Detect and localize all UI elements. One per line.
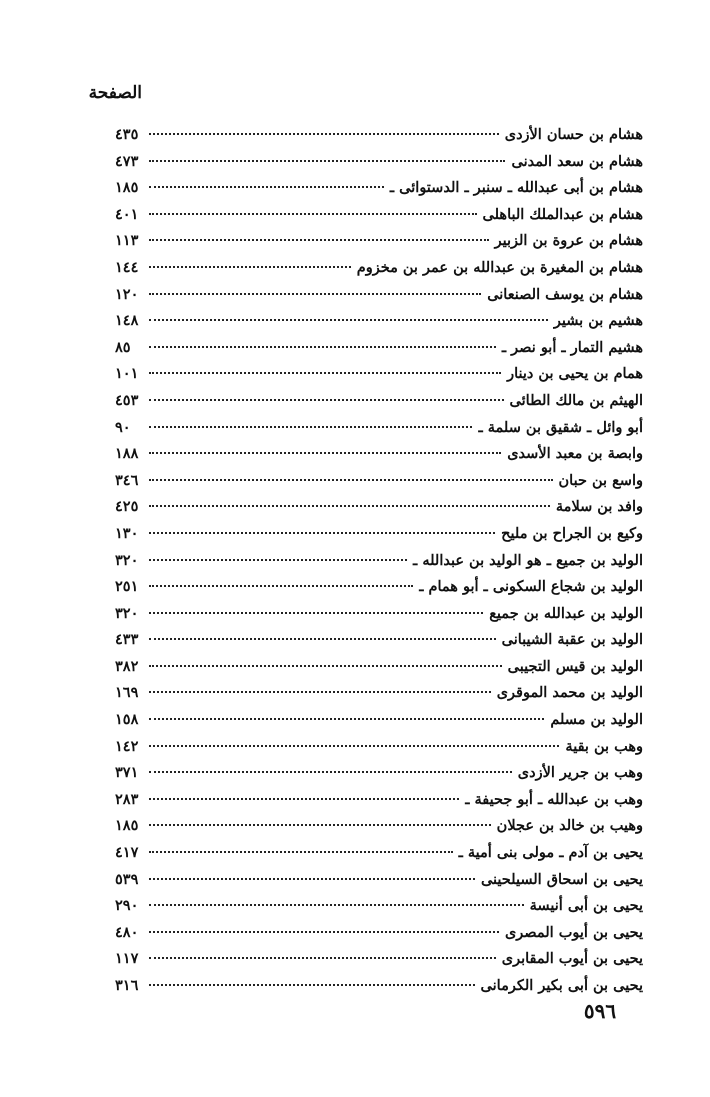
entry-page-number: ١١٧ bbox=[115, 950, 139, 968]
entry-page-number: ٤٥٣ bbox=[115, 391, 139, 409]
entry-page-number: ٤٣٣ bbox=[115, 631, 139, 649]
index-entry bbox=[115, 202, 643, 229]
dot-leader bbox=[149, 426, 472, 428]
index-entry bbox=[115, 415, 643, 442]
dot-leader bbox=[149, 372, 501, 374]
entry-name: هشام بن حسان الأزدى bbox=[504, 126, 643, 143]
entry-name: الوليد بن جميع ـ هو الوليد بن عبدالله ـ bbox=[413, 551, 643, 569]
index-entry bbox=[115, 867, 643, 894]
entry-name: الوليد بن عقبة الشيبانى bbox=[501, 631, 643, 649]
index-entry bbox=[115, 654, 643, 681]
dot-leader bbox=[149, 239, 489, 241]
dot-leader bbox=[149, 160, 505, 162]
dot-leader bbox=[149, 612, 483, 614]
index-entry bbox=[115, 548, 643, 575]
dot-leader bbox=[149, 851, 453, 853]
index-entry bbox=[115, 149, 643, 176]
dot-leader bbox=[149, 718, 544, 720]
index-entry bbox=[115, 787, 643, 814]
entry-name: هشام بن عبدالملك الباهلى bbox=[482, 205, 643, 223]
entry-page-number: ٥٣٩ bbox=[115, 870, 139, 888]
entry-page-number: ٩٠ bbox=[115, 418, 131, 436]
entry-page-number: ٢٥١ bbox=[115, 578, 139, 596]
entry-page-number: ٣١٦ bbox=[115, 977, 139, 994]
entry-page-number: ٣٨٢ bbox=[115, 657, 139, 675]
entry-name: الوليد بن شجاع السكونى ـ أبو همام ـ bbox=[419, 578, 643, 596]
index-entry bbox=[115, 308, 643, 335]
entry-page-number: ١٥٨ bbox=[115, 711, 139, 729]
page-number: ٥٩٦ bbox=[583, 999, 617, 1023]
entry-name: وهب بن بقية bbox=[565, 737, 643, 755]
index-entry bbox=[115, 734, 643, 761]
entry-name: وهب بن جرير الأزدى bbox=[517, 764, 643, 782]
entry-name: الوليد بن محمد الموقرى bbox=[496, 684, 643, 702]
entry-name: يحيى بن أبى أنيسة bbox=[529, 897, 643, 915]
dot-leader bbox=[149, 931, 499, 933]
entry-name: الوليد بن عبدالله بن جميع bbox=[489, 604, 643, 622]
entry-page-number: ١٤٨ bbox=[115, 312, 139, 330]
entry-page-number: ٣٢٠ bbox=[115, 551, 139, 569]
index-entry bbox=[115, 175, 643, 202]
entry-name: يحيى بن أيوب المقابرى bbox=[501, 950, 643, 968]
index-entry bbox=[115, 255, 643, 282]
index-entry bbox=[115, 893, 643, 920]
dot-leader bbox=[149, 904, 524, 906]
entry-name: الهيثم بن مالك الطائى bbox=[509, 391, 643, 409]
dot-leader bbox=[149, 266, 351, 268]
entry-page-number: ١٣٠ bbox=[115, 524, 139, 542]
index-entry bbox=[115, 494, 643, 521]
entry-name: يحيى بن اسحاق السيلحينى bbox=[480, 870, 643, 888]
entry-page-number: ١٠١ bbox=[115, 365, 139, 383]
dot-leader bbox=[149, 505, 550, 507]
entry-page-number: ٣٧١ bbox=[115, 764, 139, 782]
entry-name: الوليد بن قيس التجيبى bbox=[507, 657, 643, 675]
dot-leader bbox=[149, 532, 495, 534]
dot-leader bbox=[149, 452, 501, 454]
entry-page-number: ٤٧٣ bbox=[115, 152, 139, 170]
dot-leader bbox=[149, 559, 407, 561]
index-entry bbox=[115, 228, 643, 255]
entry-page-number: ١٤٢ bbox=[115, 737, 139, 755]
dot-leader bbox=[149, 319, 548, 321]
entry-page-number: ٣٢٠ bbox=[115, 604, 139, 622]
index-entry bbox=[115, 282, 643, 309]
entry-page-number: ٤٣٥ bbox=[115, 126, 139, 143]
entry-page-number: ١٨٥ bbox=[115, 179, 139, 197]
entry-name: هشام بن المغيرة بن عبدالله بن عمر بن مخزوم bbox=[356, 258, 643, 276]
index-entry bbox=[115, 521, 643, 548]
index-entry bbox=[115, 601, 643, 628]
entry-name: هشام بن أبى عبدالله ـ سنبر ـ الدستوائى ـ bbox=[389, 179, 643, 197]
dot-leader bbox=[149, 293, 481, 295]
entry-name: هشام بن سعد المدنى bbox=[511, 152, 643, 170]
dot-leader bbox=[149, 665, 502, 667]
entry-page-number: ٢٩٠ bbox=[115, 897, 139, 915]
entry-page-number: ٤١٧ bbox=[115, 844, 139, 862]
entry-name: وكيع بن الجراح بن مليح bbox=[501, 524, 643, 542]
dot-leader bbox=[149, 771, 512, 773]
index-entry bbox=[115, 627, 643, 654]
entry-page-number: ٤٨٠ bbox=[115, 923, 139, 941]
entry-page-number: ١٤٤ bbox=[115, 258, 139, 276]
dot-leader bbox=[149, 346, 496, 348]
index-entry bbox=[115, 468, 643, 495]
entry-page-number: ٤٠١ bbox=[115, 205, 139, 223]
index-entry bbox=[115, 920, 643, 947]
entry-page-number: ١٦٩ bbox=[115, 684, 139, 702]
index-entries-list bbox=[115, 122, 643, 1000]
entry-name: أبو وائل ـ شقيق بن سلمة ـ bbox=[478, 418, 643, 436]
entry-page-number: ٣٤٦ bbox=[115, 471, 139, 489]
entry-name: هشيم التمار ـ أبو نصر ـ bbox=[501, 338, 643, 356]
dot-leader bbox=[149, 585, 413, 587]
index-entry bbox=[115, 680, 643, 707]
dot-leader bbox=[149, 745, 559, 747]
dot-leader bbox=[149, 399, 504, 401]
entry-page-number: ١١٣ bbox=[115, 232, 139, 250]
index-entry bbox=[115, 946, 643, 973]
index-entry bbox=[115, 441, 643, 468]
index-entry bbox=[115, 388, 643, 415]
dot-leader bbox=[149, 691, 491, 693]
dot-leader bbox=[149, 957, 496, 959]
entry-name: هشيم بن بشير bbox=[553, 312, 643, 330]
entry-name: وابصة بن معبد الأسدى bbox=[507, 445, 643, 463]
index-entry bbox=[115, 122, 643, 149]
entry-page-number: ١٢٠ bbox=[115, 285, 139, 303]
entry-page-number: ٢٨٣ bbox=[115, 790, 139, 808]
page-column-heading: الصفحة bbox=[88, 83, 142, 103]
entry-name: وافد بن سلامة bbox=[555, 498, 643, 516]
dot-leader bbox=[149, 186, 384, 188]
index-entry bbox=[115, 574, 643, 601]
dot-leader bbox=[149, 984, 475, 986]
entry-name: وهيب بن خالد بن عجلان bbox=[496, 817, 643, 835]
entry-page-number: ٨٥ bbox=[115, 338, 131, 356]
entry-page-number: ١٨٨ bbox=[115, 445, 139, 463]
entry-name: يحيى بن أبى بكير الكرمانى bbox=[480, 977, 643, 994]
entry-name: وهب بن عبدالله ـ أبو جحيفة ـ bbox=[465, 790, 643, 808]
entry-name: يحيى بن آدم ـ مولى بنى أمية ـ bbox=[458, 844, 643, 862]
entry-page-number: ٤٢٥ bbox=[115, 498, 139, 516]
index-entry bbox=[115, 707, 643, 734]
index-entry bbox=[115, 840, 643, 867]
dot-leader bbox=[149, 878, 475, 880]
entry-name: هشام بن يوسف الصنعانى bbox=[487, 285, 643, 303]
index-entry bbox=[115, 760, 643, 787]
entry-name: واسع بن حبان bbox=[558, 471, 643, 489]
dot-leader bbox=[149, 133, 499, 135]
entry-name: همام بن يحيى بن دينار bbox=[507, 365, 643, 383]
dot-leader bbox=[149, 638, 496, 640]
index-entry bbox=[115, 973, 643, 1000]
index-entry bbox=[115, 361, 643, 388]
dot-leader bbox=[149, 798, 459, 800]
entry-name: الوليد بن مسلم bbox=[550, 711, 643, 729]
dot-leader bbox=[149, 213, 477, 215]
index-entry bbox=[115, 813, 643, 840]
dot-leader bbox=[149, 479, 553, 481]
entry-name: هشام بن عروة بن الزبير bbox=[494, 232, 643, 250]
entry-page-number: ١٨٥ bbox=[115, 817, 139, 835]
dot-leader bbox=[149, 824, 491, 826]
index-entry bbox=[115, 335, 643, 362]
entry-name: يحيى بن أيوب المصرى bbox=[504, 923, 643, 941]
